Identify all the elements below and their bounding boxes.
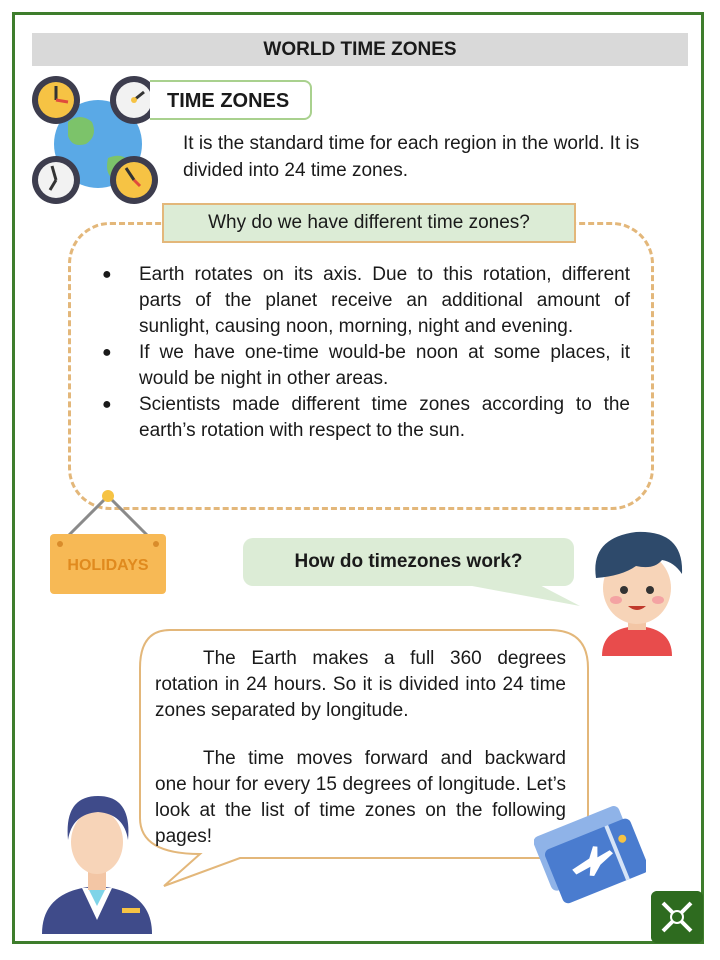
time-zones-description: It is the standard time for each region in the world. It is divided into 24 time zones. <box>183 133 640 181</box>
page-title: WORLD TIME ZONES <box>32 33 688 66</box>
why-bullet-list <box>98 262 630 444</box>
list-item: ● If we have one-time would-be noon at some places, it would be night in other areas. <box>98 340 630 392</box>
how-paragraph-2: The time moves forward and backward one hour for every 15 degrees of longitude. Let’s look at the list of time zones on the following pages! <box>155 748 566 847</box>
holiday-sign-icon <box>46 488 170 600</box>
list-item: ● Scientists made different time zones according to the earth’s rotation with respect to the sun. <box>98 392 630 444</box>
boy-avatar-icon <box>582 526 692 656</box>
speech-tail <box>440 580 580 610</box>
globe-clocks-icon <box>28 72 168 212</box>
flight-attendant-icon <box>38 790 156 934</box>
holiday-sign-text: HOLIDAYS <box>67 557 149 574</box>
how-question-bubble: How do timezones work? <box>243 538 574 586</box>
how-paragraph-1: The Earth makes a full 360 degrees rotation in 24 hours. So it is divided into 24 time zones separated by longitude. <box>155 648 566 721</box>
logo-icon <box>651 891 703 943</box>
plane-tickets-icon <box>534 800 646 910</box>
why-question: Why do we have different time zones? <box>162 203 576 243</box>
list-item: ● Earth rotates on its axis. Due to this rotation, different parts of the planet receive an additional amount of sunlight, causing noon, morning, night and evening. <box>98 262 630 340</box>
time-zones-label: TIME ZONES <box>150 80 312 120</box>
